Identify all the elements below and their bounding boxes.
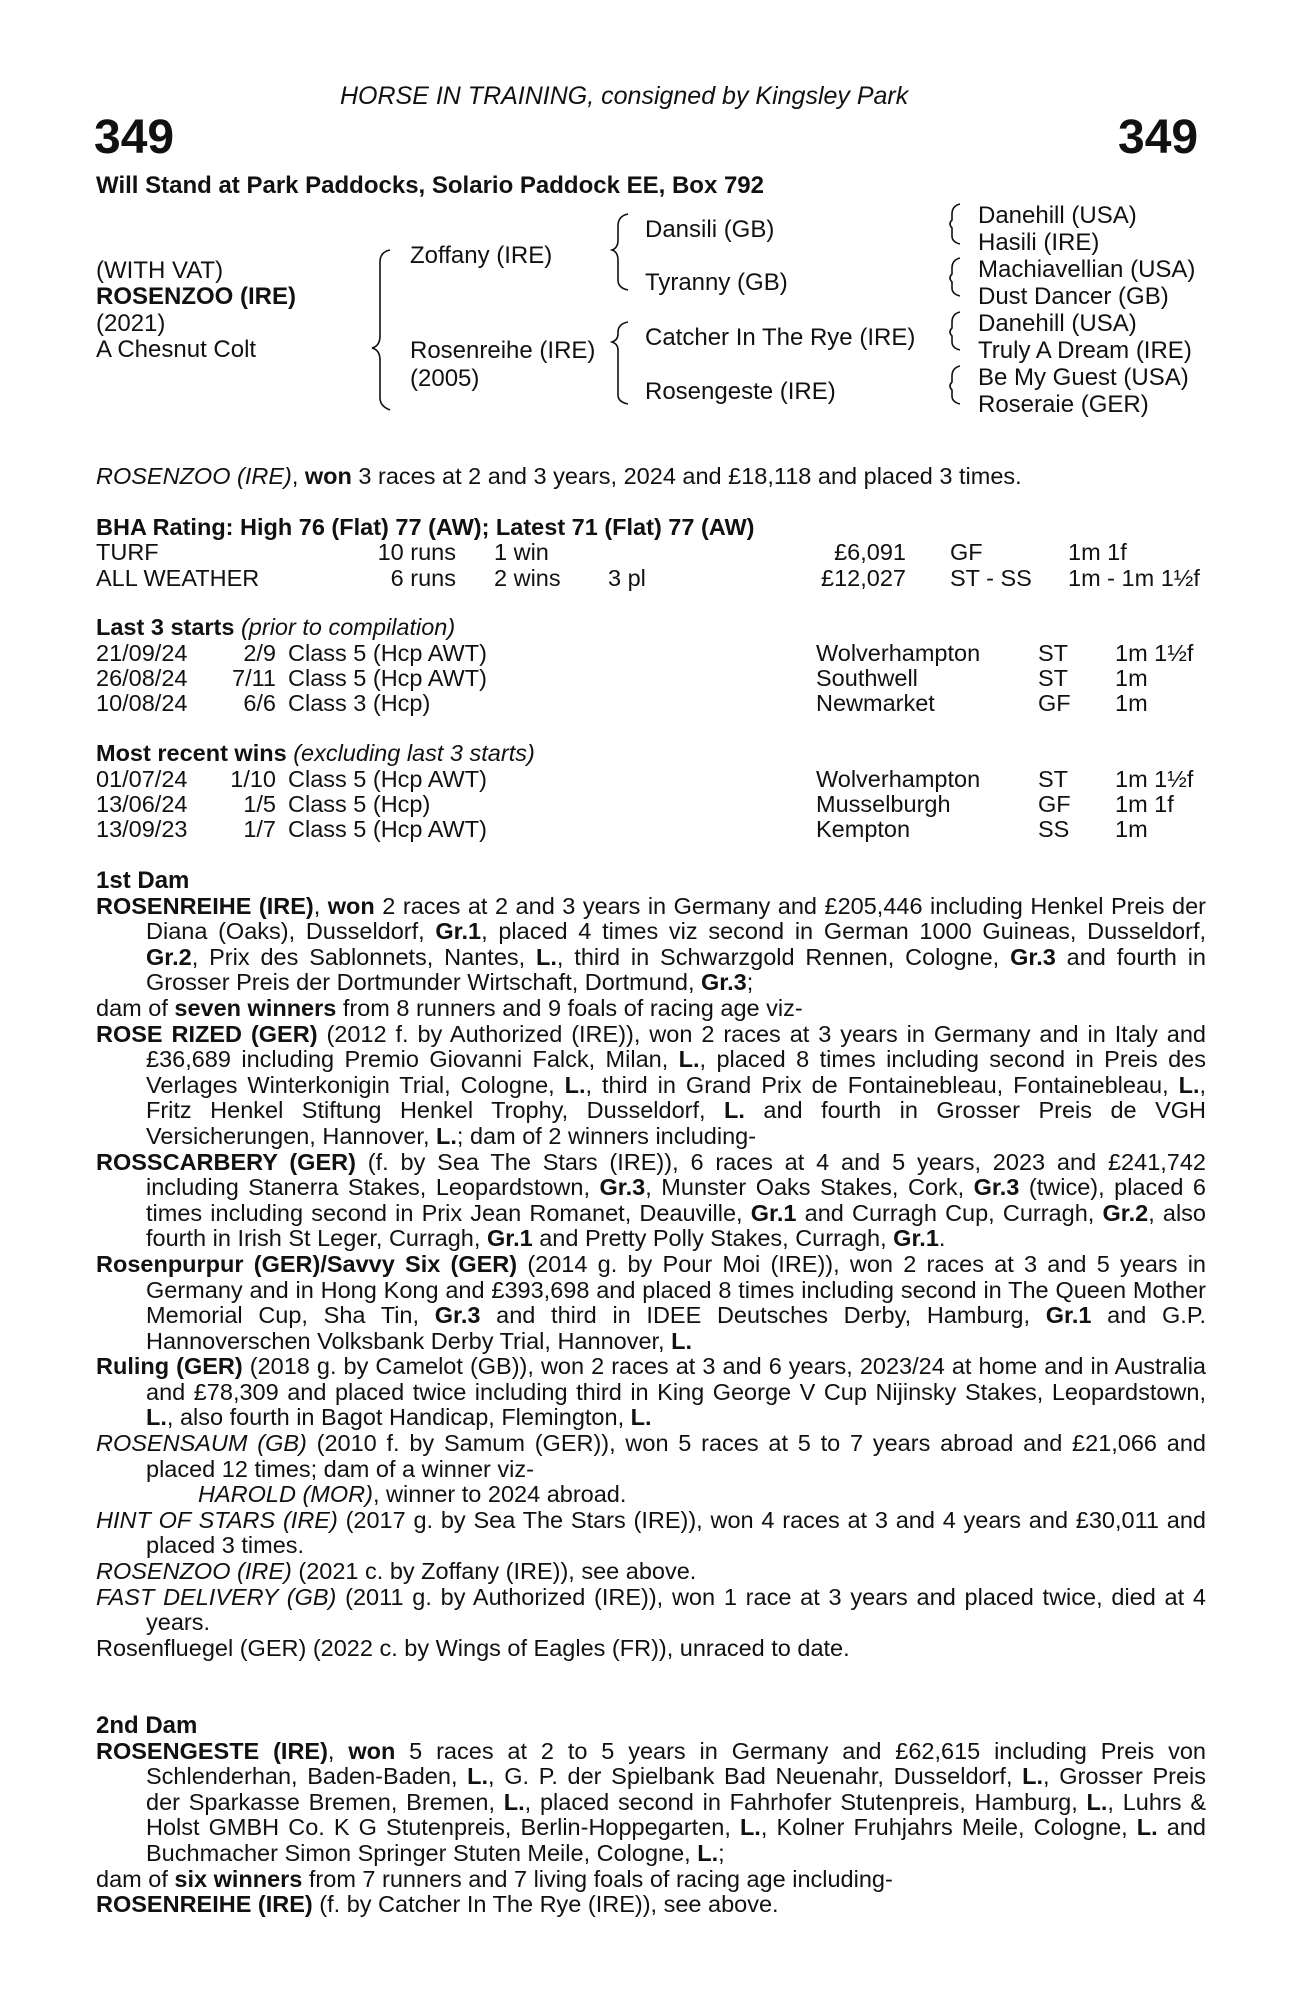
produce-rosenfluegel: Rosenfluegel (GER) (2022 c. by Wings of Eagles (FR)), unraced to date. [96,1634,850,1661]
win-going: GF [1038,791,1071,817]
start-going: GF [1038,690,1071,716]
sire: Zoffany (IRE) [410,242,553,269]
rating-wins-aw: 2 wins [494,565,561,591]
second-dam-record: ROSENGESTE (IRE), won 5 races at 2 to 5 years in Germany and £62,615 including Preis von Schlenderhan, Baden-Baden, L., G. P. der Spielbank Bad Neuenahr, Dusseldorf, L., Grosser Preis der Sparkasse Bremen, Bremen, L., placed second in Fahrhofer Stutenpreis, Hamburg, L., Luhrs & Holst GMBH Co. K G Stutenpreis, Berlin-Hoppegarten, L., Kolner Fruhjahrs Meile, Cologne, L. and Buchmacher Simon Springer Stuten Meile, Cologne, L.; [96,1737,1206,1866]
sire-dam: Tyranny (GB) [645,269,788,296]
sds: Machiavellian (USA) [978,256,1196,283]
produce-hint-of-stars: HINT OF STARS (IRE) (2017 g. by Sea The Stars (IRE)), won 4 races at 3 and 4 years and £30,011 and placed 3 times. [96,1506,1206,1559]
dsd: Truly A Dream (IRE) [978,337,1192,364]
last-starts-table [96,641,1216,719]
sdd: Dust Dancer (GB) [978,283,1169,310]
start-race: Class 5 (Hcp AWT) [288,665,487,691]
rating-wins-turf: 1 win [494,539,549,565]
lot-number-right: 349 [1118,111,1199,164]
win-race: Class 5 (Hcp AWT) [288,766,487,792]
start-date: 10/08/24 [96,690,188,716]
rating-title: BHA Rating: High 76 (Flat) 77 (AW); Latest 71 (Flat) 77 (AW) [96,514,755,540]
dam-dam: Rosengeste (IRE) [645,378,836,405]
produce-rose-rized: ROSE RIZED (GER) (2012 f. by Authorized (IRE)), won 2 races at 3 years in Germany and in Italy and £36,689 including Premio Giovanni Falck, Milan, L., placed 8 times including second in Preis des Verlages Winterkonigin Trial, Cologne, L., third in Grand Prix de Fontainebleau, Fontainebleau, L., Fritz Henkel Stiftung Henkel Trophy, Dusseldorf, L. and fourth in Grosser Preis de VGH Versicherungen, Hannover, L.; dam of 2 winners including- [96,1020,1207,1149]
rating-going-turf: GF [950,539,983,565]
consignment-header: HORSE IN TRAINING, consigned by Kingsley Park [340,82,909,110]
start-date: 26/08/24 [96,665,188,691]
win-course: Musselburgh [816,791,951,817]
ssd: Hasili (IRE) [978,229,1100,256]
win-pos: 1/5 [243,791,276,817]
win-course: Kempton [816,816,911,842]
start-dist: 1m [1115,690,1148,716]
race-summary: ROSENZOO (IRE), won 3 races at 2 and 3 years, 2024 and £18,118 and placed 3 times. [96,463,1022,489]
win-race: Class 5 (Hcp) [288,791,431,817]
dam: Rosenreihe (IRE) [410,337,596,364]
win-pos: 1/7 [243,816,276,842]
win-date: 13/09/23 [96,816,188,842]
start-race: Class 3 (Hcp) [288,690,431,716]
rating-runs-aw: 6 runs [390,565,456,591]
win-dist: 1m [1115,816,1148,842]
produce-rosenzoo: ROSENZOO (IRE) (2021 c. by Zoffany (IRE)), see above. [96,1558,697,1585]
second-dam-produce-summary: dam of six winners from 7 runners and 7 living foals of racing age including- [96,1865,893,1892]
win-race: Class 5 (Hcp AWT) [288,816,487,842]
recent-wins-table [96,767,1216,845]
second-dam-section [96,1713,1206,1918]
start-dist: 1m [1115,665,1148,691]
produce-harold: HAROLD (MOR), winner to 2024 abroad. [198,1481,627,1508]
win-date: 01/07/24 [96,766,188,792]
win-course: Wolverhampton [816,766,981,792]
rating-dist-turf: 1m 1f [1068,539,1127,565]
dds: Be My Guest (USA) [978,364,1189,391]
rating-money-aw: £12,027 [821,565,906,591]
first-dam-section [96,868,1206,1661]
start-course: Wolverhampton [816,640,981,666]
rating-runs-turf: 10 runs [377,539,456,565]
second-dam-heading: 2nd Dam [96,1712,198,1739]
first-dam-produce-summary: dam of seven winners from 8 runners and 9 foals of racing age viz- [96,994,803,1021]
win-going: SS [1038,816,1070,842]
produce-rosenreihe: ROSENREIHE (IRE) (f. by Catcher In The Rye (IRE)), see above. [96,1891,779,1918]
win-pos: 1/10 [230,766,276,792]
start-going: ST [1038,640,1069,666]
horse-year: (2021) [96,310,166,337]
produce-rosensaum: ROSENSAUM (GB) (2010 f. by Samum (GER)), won 5 races at 5 to 7 years abroad and £21,066 and placed 12 times; dam of a winner viz- [96,1430,1206,1482]
win-dist: 1m 1f [1115,791,1174,817]
start-course: Southwell [816,665,918,691]
rating-going-aw: ST - SS [950,565,1032,591]
dam-year: (2005) [410,365,480,392]
produce-rosenpurpur: Rosenpurpur (GER)/Savvy Six (GER) (2014 g. by Pour Moi (IRE)), won 2 races at 3 and 5 years in Germany and in Hong Kong and £393,698 and placed 8 times including second in The Queen Mother Memorial Cup, Sha Tin, Gr.3 and third in IDEE Deutsches Derby, Hamburg, Gr.1 and G.P. Hannoverschen Volksbank Derby Trial, Hannover, L. [96,1250,1207,1354]
start-race: Class 5 (Hcp AWT) [288,640,487,666]
dam-sire: Catcher In The Rye (IRE) [645,324,916,351]
sire-sire: Dansili (GB) [645,216,775,243]
lot-number-left: 349 [94,111,175,164]
produce-fast-delivery: FAST DELIVERY (GB) (2011 g. by Authorized (IRE)), won 1 race at 3 years and placed twice, died at 4 years. [96,1583,1206,1636]
win-date: 13/06/24 [96,791,188,817]
win-going: ST [1038,766,1069,792]
rating-surface-turf: TURF [96,539,159,565]
first-dam-record: ROSENREIHE (IRE), won 2 races at 2 and 3 years in Germany and £205,446 including Henkel Preis der Diana (Oaks), Dusseldorf, Gr.1, placed 4 times viz second in German 1000 Guineas, Dusseldorf, Gr.2, Prix des Sablonnets, Nantes, L., third in Schwarzgold Rennen, Cologne, Gr.3 and fourth in Grosser Preis der Dortmunder Wirtschaft, Dortmund, Gr.3; [96,892,1206,996]
stand-location: Will Stand at Park Paddocks, Solario Paddock EE, Box 792 [96,172,765,199]
recent-wins-heading: Most recent wins (excluding last 3 starts) [96,740,535,766]
start-pos: 6/6 [243,690,276,716]
rating-money-turf: £6,091 [834,539,906,565]
horse-description: A Chesnut Colt [96,336,257,363]
ddd: Roseraie (GER) [978,391,1149,418]
dss: Danehill (USA) [978,310,1137,337]
rating-placed-aw: 3 pl [608,565,646,591]
start-course: Newmarket [816,690,935,716]
start-pos: 2/9 [243,640,276,666]
first-dam-heading: 1st Dam [96,867,190,894]
rating-surface-aw: ALL WEATHER [96,565,260,591]
horse-name: ROSENZOO (IRE) [96,283,297,310]
rating-table [96,540,1216,592]
rating-dist-aw: 1m - 1m 1½f [1068,565,1200,591]
last-starts-heading: Last 3 starts (prior to compilation) [96,614,456,640]
start-dist: 1m 1½f [1115,640,1194,666]
sss: Danehill (USA) [978,202,1137,229]
produce-ruling: Ruling (GER) (2018 g. by Camelot (GB)), won 2 races at 3 and 6 years, 2023/24 at home and in Australia and £78,309 and placed twice including third in King George V Cup Nijinsky Stakes, Leopardstown, L., also fourth in Bagot Handicap, Flemington, L. [96,1353,1206,1431]
start-date: 21/09/24 [96,640,188,666]
win-dist: 1m 1½f [1115,766,1194,792]
start-going: ST [1038,665,1069,691]
vat-note: (WITH VAT) [96,257,224,284]
produce-rosscarbery: ROSSCARBERY (GER) (f. by Sea The Stars (IRE)), 6 races at 4 and 5 years, 2023 and £241,742 including Stanerra Stakes, Leopardstown, Gr.3, Munster Oaks Stakes, Cork, Gr.3 (twice), placed 6 times including second in Prix Jean Romanet, Deauville, Gr.1 and Curragh Cup, Curragh, Gr.2, also fourth in Irish St Leger, Curragh, Gr.1 and Pretty Polly Stakes, Curragh, Gr.1. [96,1148,1207,1252]
start-pos: 7/11 [232,665,276,691]
